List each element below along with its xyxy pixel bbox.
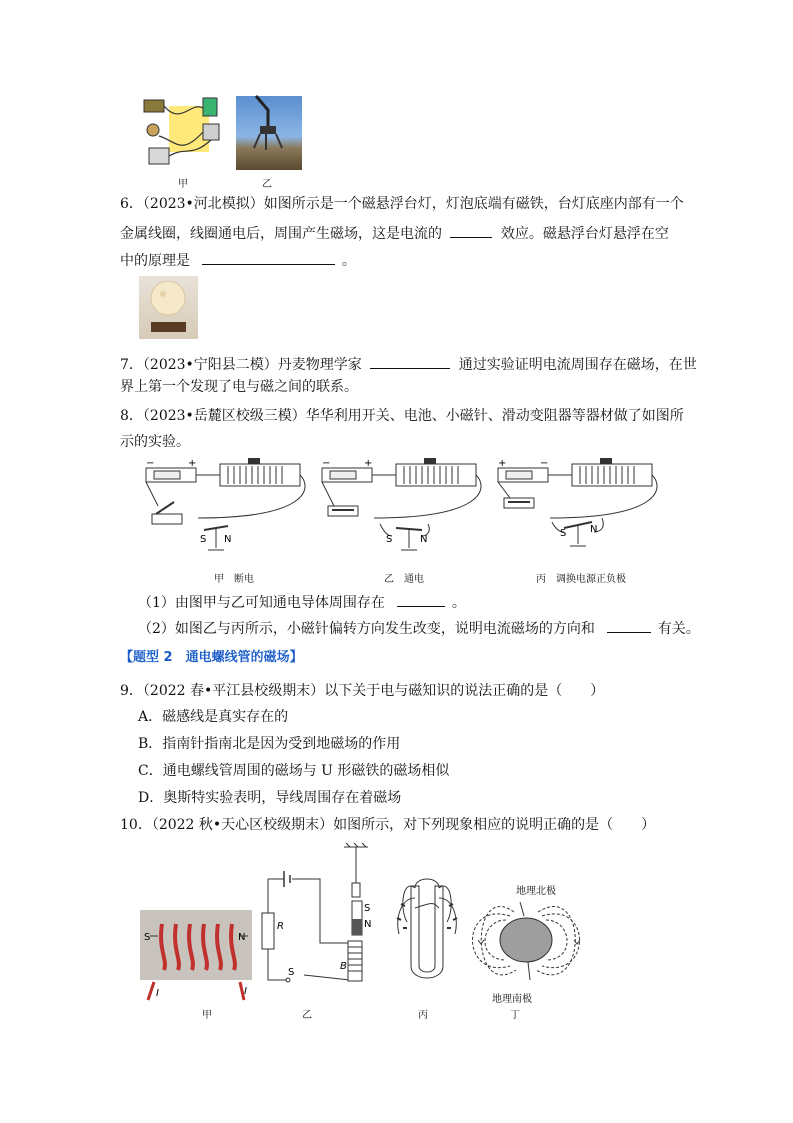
- svg-text:+: +: [188, 458, 197, 469]
- compass-n-label: N: [420, 534, 428, 545]
- svg-text:−: −: [322, 458, 331, 469]
- crane-magnet-photo: [236, 96, 302, 170]
- q7-line1-text-b: 通过实验证明电流周围存在磁场，在世: [458, 357, 697, 373]
- q9-option-a[interactable]: A．磁感线是真实存在的: [138, 709, 289, 725]
- q8-sub1: [138, 592, 466, 613]
- levitating-lamp-photo: [139, 276, 198, 339]
- q9-option-d[interactable]: D．奥斯特实验表明，导线周围存在着磁场: [138, 790, 402, 806]
- q6-line2: [120, 223, 669, 244]
- geo-south-label: 地理南极: [492, 994, 532, 1005]
- section-heading-2: 【题型 2 通电螺线管的磁场】: [120, 650, 303, 665]
- q10-u-magnet: [393, 878, 463, 988]
- q6-line3: [120, 250, 356, 271]
- lamp-illustration: [139, 276, 198, 339]
- q10-caption-bing: 丙: [418, 1010, 428, 1021]
- top-caption-left: 甲: [178, 179, 188, 190]
- q9-option-b[interactable]: B．指南针指南北是因为受到地磁场的作用: [138, 736, 401, 752]
- geo-north-label: 地理北极: [516, 886, 556, 897]
- svg-text:+: +: [498, 458, 507, 469]
- coil-current-label-left: I: [156, 988, 159, 999]
- q8-caption-yi: 乙 通电: [384, 574, 424, 585]
- q8-sub1-text-b: 。: [451, 595, 466, 611]
- appliances-illustration: [141, 96, 230, 170]
- compass-n-label: N: [590, 524, 598, 535]
- sn-s-label: S: [364, 903, 371, 914]
- q6-blank-effect[interactable]: [450, 223, 492, 238]
- compass-s-label: S: [200, 534, 207, 545]
- q8-sub2-text-a: （2）如图乙与丙所示，小磁针偏转方向发生改变，说明电流磁场的方向和: [138, 621, 595, 637]
- q8-caption-jia: 甲 断电: [214, 574, 254, 585]
- q10-coil-photo: [140, 910, 252, 999]
- q10-circuit-yi: [258, 845, 372, 985]
- compass-n-label: N: [224, 534, 232, 545]
- q7-line2: 界上第一个发现了电与磁之间的联系。: [120, 379, 358, 395]
- q8-line1: 8．（2023•岳麓区校级三模）华华利用开关、电池、小磁针、滑动变阻器等器材做了如图所: [120, 408, 684, 424]
- sn-n-label: N: [364, 919, 372, 930]
- compass-s-label: S: [386, 534, 393, 545]
- q9-option-c[interactable]: C．通电螺线管周围的磁场与 U 形磁铁的磁场相似: [138, 763, 450, 779]
- q8-sub2: [138, 618, 700, 639]
- q8-line2: 示的实验。: [120, 434, 190, 450]
- compass-s-label: S: [560, 528, 567, 539]
- label-b: B: [340, 961, 347, 972]
- q8-circuit-bing: [490, 458, 660, 558]
- q9-stem: 9．（2022 春•平江县校级期末）以下关于电与磁知识的说法正确的是（ ）: [120, 683, 605, 699]
- q6-line3-text-b: 。: [341, 253, 356, 269]
- q8-caption-bing: 丙 调换电源正负极: [536, 574, 626, 585]
- appliances-photo: [141, 96, 230, 170]
- q6-line2-text-a: 金属线圈，线圈通电后，周围产生磁场，这是电流的: [120, 226, 442, 242]
- top-caption-right: 乙: [262, 179, 272, 190]
- coil-illustration: [140, 910, 252, 1002]
- q6-line3-text-a: 中的原理是: [120, 253, 190, 269]
- q10-caption-yi: 乙: [302, 1010, 312, 1021]
- q6-line2-text-b: 效应。磁悬浮台灯悬浮在空: [500, 226, 669, 242]
- q8-sub1-text-a: （1）由图甲与乙可知通电导体周围存在: [138, 595, 385, 611]
- q8-sub2-text-b: 有关。: [657, 621, 700, 637]
- coil-current-label-right: I: [244, 986, 247, 997]
- q10-caption-ding: 丁: [510, 1010, 520, 1021]
- q7-line1-text-a: 7．（2023•宁阳县二模）丹麦物理学家: [120, 357, 362, 373]
- q10-caption-jia: 甲: [202, 1010, 212, 1021]
- q6-blank-principle[interactable]: [202, 250, 335, 265]
- q10-stem: 10．（2022 秋•天心区校级期末）如图所示，对下列现象相应的说明正确的是（ ）: [120, 817, 656, 833]
- svg-text:−: −: [146, 458, 155, 469]
- q8-blank-1[interactable]: [397, 592, 445, 607]
- q7-line1: [120, 354, 697, 375]
- crane-illustration: [236, 96, 302, 170]
- q6-line1: 6．（2023•河北模拟）如图所示是一个磁悬浮台灯，灯泡底端有磁铁，台灯底座内部有一个: [120, 196, 684, 212]
- coil-n-label: N: [238, 932, 246, 943]
- svg-text:−: −: [540, 458, 549, 469]
- svg-text:+: +: [364, 458, 373, 469]
- label-s: S: [288, 967, 295, 978]
- q7-blank-scientist[interactable]: [370, 354, 450, 369]
- q8-blank-2[interactable]: [607, 618, 651, 633]
- label-r: R: [277, 921, 284, 932]
- coil-s-label: S: [144, 932, 151, 943]
- q8-circuit-jia: [138, 458, 308, 558]
- q8-circuit-yi: [314, 458, 484, 558]
- q10-earth-field: [470, 880, 590, 1000]
